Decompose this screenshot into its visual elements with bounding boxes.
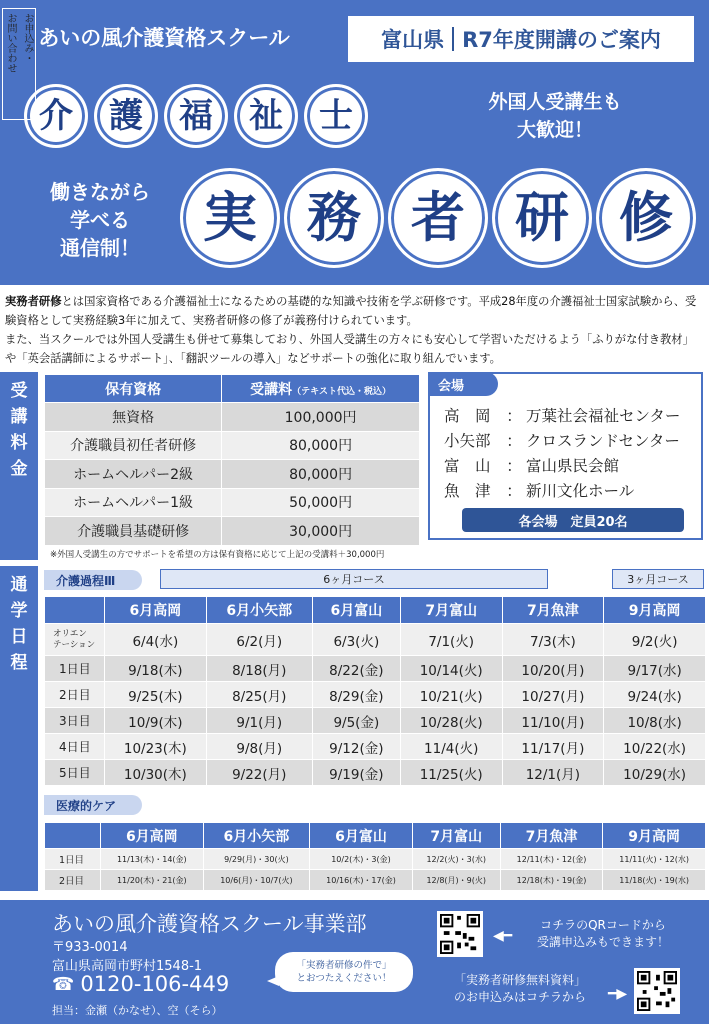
table-cell: 9/25(木) (105, 682, 207, 708)
table-row: 介護職員基礎研修 30,000円 (45, 517, 420, 546)
title-top-circles (24, 84, 368, 148)
arrow-left-icon: ◀━ (493, 928, 513, 944)
announcement-box (348, 16, 694, 62)
fee-note: ※外国人受講生の方でサポートを希望の方は保有資格に応じて上記の受講料＋30,000円 (50, 550, 385, 560)
medical-care-table (44, 822, 706, 891)
intro-text: 実務者研修とは国家資格である介護福祉士になるための基礎的な知識や技術を学ぶ研修です。平成28年度の介護福祉士国家試験から、受験資格として実務経験3年に加えて、実務者研修の修了が義務付けられています。 また、当スクールでは外国人受講生も併せて募集しており、外国人受講生の方々にも安心して学習いただけるよう「ふりがな付き教材」や「英会話講師によるサポート」、「翻訳ツールの導入」などサポートの強化に取り組んでいます。 (5, 295, 697, 365)
col-header: 6月小矢部 (206, 597, 312, 624)
qr-application-text: コチラのQRコードから 受講申込みもできます！ (536, 918, 669, 949)
col-header: 6月富山 (312, 597, 400, 624)
table-cell: 12/1(月) (502, 760, 604, 786)
table-cell: 8/18(月) (206, 656, 312, 682)
org-name: あいの風介護資格スクール事業部 (52, 912, 367, 936)
table-row (45, 624, 706, 656)
table-cell: 12/18(木)・19(金) (500, 870, 603, 891)
table-cell: 9/18(木) (105, 656, 207, 682)
title-char: 修 (596, 168, 696, 268)
table-cell: 11/10(月) (502, 708, 604, 734)
table-cell: 12/2(火)・3(水) (412, 849, 500, 870)
table-cell: 10/20(月) (502, 656, 604, 682)
table-cell: 10/22(水) (604, 734, 706, 760)
table-cell: 10/6(月)・10/7(火) (203, 870, 310, 891)
table-cell: 12/11(木)・12(金) (500, 849, 603, 870)
col-qualification: 保有資格 (45, 375, 222, 403)
table-cell: 11/20(木)・21(金) (101, 870, 204, 891)
col-header: 7月富山 (400, 597, 502, 624)
six-month-course: 6ヶ月コース (160, 569, 548, 589)
table-row: 無資格 100,000円 (45, 403, 420, 432)
divider (452, 27, 454, 51)
table-cell: 10/21(火) (400, 682, 502, 708)
table-cell: 11/18(火)・19(水) (603, 870, 706, 891)
table-cell: 11/13(木)・14(金) (101, 849, 204, 870)
table-cell: 10/2(木)・3(金) (310, 849, 413, 870)
three-month-course: 3ヶ月コース (612, 569, 704, 589)
table-cell: 10/28(火) (400, 708, 502, 734)
medical-care-label: 医療的ケア (44, 795, 142, 815)
table-cell: 9/8(月) (206, 734, 312, 760)
table-row (45, 708, 706, 734)
title-main-circles (180, 168, 696, 268)
course-label: 介護過程Ⅲ (44, 570, 142, 590)
row-label: オリエン テーション (45, 624, 105, 656)
table-row (45, 849, 706, 870)
title-char: 者 (388, 168, 488, 268)
phone-icon: ☎ (52, 973, 75, 995)
table-cell: 9/22(月) (206, 760, 312, 786)
table-cell: 9/5(金) (312, 708, 400, 734)
region-label: 富山県 (381, 28, 445, 52)
table-cell: 10/27(月) (502, 682, 604, 708)
address: 富山県高岡市野村1548-1 (52, 959, 203, 974)
table-cell: 6/2(月) (206, 624, 312, 656)
title-char: 実 (180, 168, 280, 268)
table-cell: 11/4(火) (400, 734, 502, 760)
row-label: 5日目 (45, 760, 105, 786)
table-row (45, 760, 706, 786)
table-cell: 10/14(火) (400, 656, 502, 682)
table-cell: 7/3(木) (502, 624, 604, 656)
work-study-callout: 働きながら 学べる 通信制！ (50, 180, 150, 260)
table-row (45, 682, 706, 708)
col-header: 7月富山 (412, 823, 500, 849)
title-char: 介 (24, 84, 88, 148)
speech-bubble: 「実務者研修の件で」 とおつたえください！ (275, 952, 413, 992)
table-cell: 9/24(水) (604, 682, 706, 708)
table-cell: 9/17(水) (604, 656, 706, 682)
table-row: ホームヘルパー1級 50,000円 (45, 488, 420, 517)
venue-capacity: 各会場 定員20名 (462, 508, 684, 532)
table-cell: 9/12(金) (312, 734, 400, 760)
qr-icon (637, 971, 677, 1011)
table-row (45, 734, 706, 760)
inquiry-vertical-label: お申込み・ お問い合わせ (2, 8, 36, 120)
row-label: 1日目 (45, 849, 101, 870)
table-cell: 8/29(金) (312, 682, 400, 708)
col-header: 6月小矢部 (203, 823, 310, 849)
col-header: 6月富山 (310, 823, 413, 849)
arrow-right-icon: ━▶ (608, 986, 628, 1002)
table-cell: 6/4(水) (105, 624, 207, 656)
qr-materials-text: 「実務者研修無料資料」 のお申込みはコチラから (453, 973, 586, 1004)
table-cell: 7/1(火) (400, 624, 502, 656)
table-cell: 8/25(月) (206, 682, 312, 708)
table-cell: 11/17(月) (502, 734, 604, 760)
qr-icon (440, 914, 480, 954)
table-cell: 10/8(水) (604, 708, 706, 734)
schedule-side-label: 通 学 日 程 (0, 566, 38, 891)
col-fee: 受講料（テキスト代込・税込） (222, 375, 420, 403)
col-header: 7月魚津 (500, 823, 603, 849)
list-item: 富 山 ： 富山県民会館 (444, 457, 620, 475)
col-header: 9月高岡 (604, 597, 706, 624)
table-row: ホームヘルパー2級 80,000円 (45, 460, 420, 489)
venue-list (444, 404, 680, 504)
table-cell: 10/16(木)・17(金) (310, 870, 413, 891)
venue-box (428, 372, 703, 540)
table-cell: 9/1(月) (206, 708, 312, 734)
title-char: 祉 (234, 84, 298, 148)
col-header: 9月高岡 (603, 823, 706, 849)
list-item: 魚 津 ： 新川文化ホール (444, 482, 635, 500)
qr-code-materials[interactable] (634, 968, 680, 1014)
table-cell: 6/3(火) (312, 624, 400, 656)
col-header: 6月高岡 (101, 823, 204, 849)
staff-contact: 担当：金瀬（かなせ）、空（そら） (52, 1004, 223, 1017)
row-label: 3日目 (45, 708, 105, 734)
table-cell: 12/8(月)・9(火) (412, 870, 500, 891)
fee-side-label: 受 講 料 金 (0, 372, 38, 560)
table-row: 介護職員初任者研修 80,000円 (45, 431, 420, 460)
phone-number[interactable]: ☎ 0120-106-449 (52, 972, 230, 996)
table-cell: 9/29(月)・30(火) (203, 849, 310, 870)
title-char: 福 (164, 84, 228, 148)
table-cell: 10/29(水) (604, 760, 706, 786)
foreign-students-callout: 外国人受講生も 大歓迎！ (488, 91, 622, 141)
fee-table (44, 374, 420, 546)
title-char: 護 (94, 84, 158, 148)
schedule-table (44, 596, 706, 786)
table-cell: 10/30(木) (105, 760, 207, 786)
table-row (45, 656, 706, 682)
table-cell: 8/22(金) (312, 656, 400, 682)
title-char: 士 (304, 84, 368, 148)
row-label: 2日目 (45, 870, 101, 891)
col-header: 6月高岡 (105, 597, 207, 624)
qr-code-application[interactable] (437, 911, 483, 957)
venue-tag: 会場 (428, 372, 498, 396)
col-header: 7月魚津 (502, 597, 604, 624)
table-cell: 10/9(木) (105, 708, 207, 734)
table-cell: 11/25(火) (400, 760, 502, 786)
announcement-label: R7年度開講のご案内 (462, 28, 661, 52)
title-char: 務 (284, 168, 384, 268)
title-char: 研 (492, 168, 592, 268)
list-item: 高 岡 ： 万葉社会福祉センター (444, 407, 681, 425)
table-cell: 11/11(火)・12(水) (603, 849, 706, 870)
table-cell: 10/23(木) (105, 734, 207, 760)
zip-code: 〒933-0014 (52, 940, 128, 955)
school-name: あいの風介護資格スクール (38, 26, 290, 50)
row-label: 4日目 (45, 734, 105, 760)
table-cell: 9/19(金) (312, 760, 400, 786)
list-item: 小矢部 ： クロスランドセンター (444, 432, 680, 450)
row-label: 2日目 (45, 682, 105, 708)
row-label: 1日目 (45, 656, 105, 682)
table-row (45, 870, 706, 891)
table-cell: 9/2(火) (604, 624, 706, 656)
